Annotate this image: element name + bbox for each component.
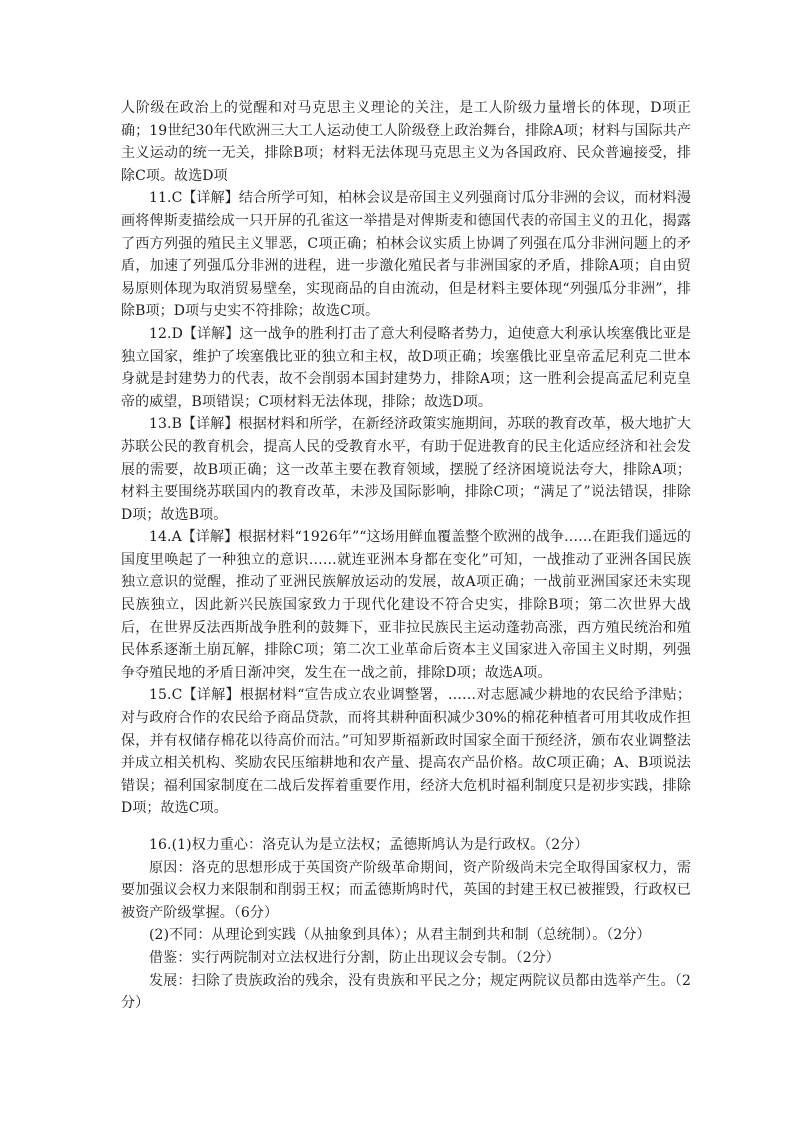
answer-text-body — [121, 97, 691, 1015]
paragraph-q16-development: 发展：扫除了贵族政治的残余，没有贵族和平民之分；规定两院议员都由选举产生。（2分） — [121, 972, 691, 1012]
section-spacer — [121, 820, 691, 834]
paragraph-q16-part2: (2)不同：从理论到实践（从抽象到具体）；从君主制到共和制（总统制）。（2分） — [149, 927, 651, 944]
paragraph-answer-14: 14.A【详解】根据材料“1926年”“这场用鲜血覆盖整个欧洲的战争……在距我们遥远的国度里唤起了一种独立的意识……就连亚洲本身都在变化”可知，一战推动了亚洲各国民族独立意识的觉醒，推动了亚洲民族解放运动的发展，故A项正确；一战前亚洲国家还未实现民族独立，因此新兴民族国家致力于现代化建设不符合史实，排除B项；第二次世界大战后，在世界反法西斯战争胜利的鼓舞下，亚非拉民族民主运动蓬勃高涨，西方殖民统治和殖民体系逐渐土崩瓦解，排除C项；第二次工业革命后资本主义国家进入帝国主义时期，列强争夺殖民地的矛盾日渐冲突，发生在一战之前，排除D项；故选A项。 — [121, 529, 691, 681]
paragraph-q16-part1: 16.(1)权力重心：洛克认为是立法权；孟德斯鸠认为是行政权。（2分） — [149, 837, 589, 853]
paragraph-q16-reference: 借鉴：实行两院制对立法权进行分割，防止出现议会专制。（2分） — [149, 949, 560, 966]
paragraph-answer-11: 11.C【详解】结合所学可知，柏林会议是帝国主义列强商讨瓜分非洲的会议，而材料漫画将俾斯麦描绘成一只开屏的孔雀这一举措是对俾斯麦和德国代表的帝国主义的丑化，揭露了西方列强的殖民主义罪恶，C项正确；柏林会议实质上协调了列强在瓜分非洲问题上的矛盾，加速了列强瓜分非洲的进程，进一步激化殖民者与非洲国家的矛盾，排除A项；自由贸易原则体现为取消贸易壁垒，实现商品的自由流动，但是材料主要体现“列强瓜分非洲”，排除B项；D项与史实不符排除；故选C项。 — [121, 190, 691, 320]
paragraph-answer-13: 13.B【详解】根据材料和所学，在新经济政策实施期间，苏联的教育改革，极大地扩大苏联公民的教育机会，提高人民的受教育水平，有助于促进教育的民主化适应经济和社会发展的需要，故B项正确；这一改革主要在教育领域，摆脱了经济困境说法夸大，排除A项；材料主要围绕苏联国内的教育改革，未涉及国际影响，排除C项；“满足了”说法错误，排除D项；故选B项。 — [121, 416, 691, 523]
paragraph-q16-reason: 原因：洛克的思想形成于英国资产阶级革命期间，资产阶级尚未完全取得国家权力，需要加强议会权力来限制和削弱王权；而孟德斯鸠时代，英国的封建王权已被摧毁，行政权已被资产阶级掌握。（6分） — [121, 859, 691, 921]
paragraph-answer-12: 12.D【详解】这一战争的胜利打击了意大利侵略者势力，迫使意大利承认埃塞俄比亚是独立国家，维护了埃塞俄比亚的独立和主权，故D项正确；埃塞俄比亚皇帝孟尼利克二世本身就是封建势力的代表，故不会削弱本国封建势力，排除A项；这一胜利会提高孟尼利克皇帝的威望，B项错误；C项材料无法体现，排除；故选D项。 — [121, 325, 691, 410]
paragraph-answer-15: 15.C【详解】根据材料“宣告成立农业调整署，……对志愿减少耕地的农民给予津贴；对与政府合作的农民给予商品贷款，而将其耕种面积减少30%的棉花种植者可用其收成作担保，并有权储存棉花以待高价而沽。”可知罗斯福新政时国家全面干预经济，颁布农业调整法并成立相关机构、奖励农民压缩耕地和农产量、提高农产品价格。故C项正确；A、B项说法错误；福利国家制度在二战后发挥着重要作用，经济大危机时福利制度只是初步实践，排除D项；故选C项。 — [121, 687, 691, 817]
paragraph-continuation-10: 人阶级在政治上的觉醒和对马克思主义理论的关注，是工人阶级力量增长的体现，D项正确；19世纪30年代欧洲三大工人运动使工人阶级登上政治舞台，排除A项；材料与国际共产主义运动的统一无关，排除B项；材料无法体现马克思主义为各国政府、民众普遍接受，排除C项。故选D项 — [121, 100, 691, 184]
